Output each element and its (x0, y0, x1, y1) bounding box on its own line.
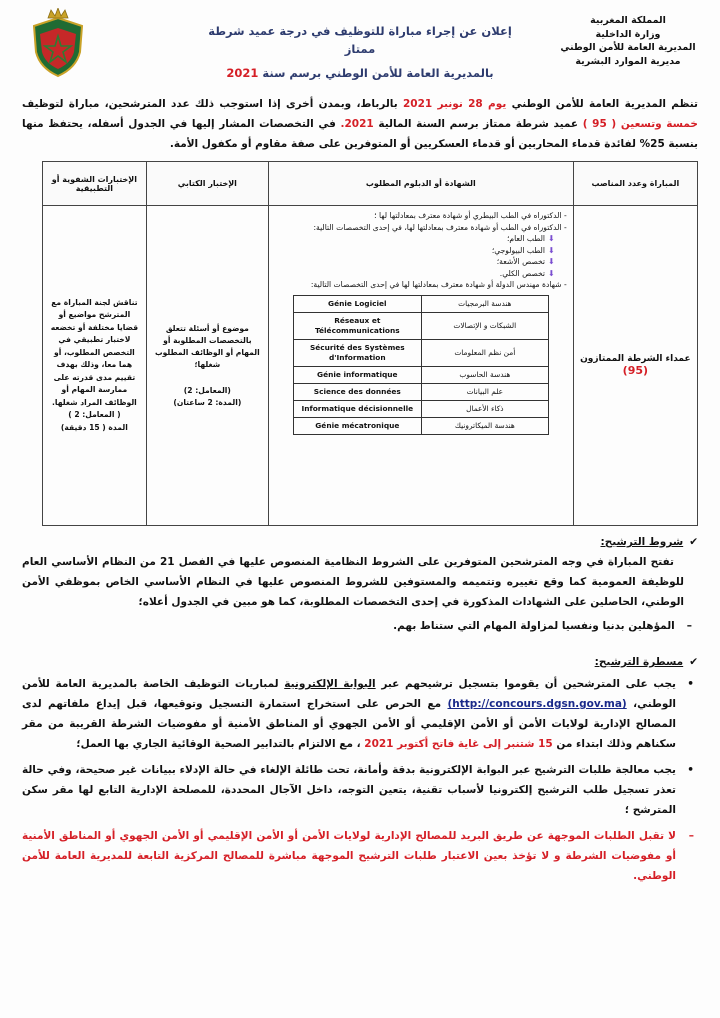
procedure-title: مسطرة الترشيح: (594, 656, 684, 668)
portal-label: البوابة الإلكترونية (284, 678, 376, 690)
header-post: المباراة وعدد المناصب (573, 162, 697, 206)
specialty-ar: هندسة الميكاترونيك (421, 417, 548, 434)
conditions-heading (22, 532, 698, 552)
post-cell (573, 206, 697, 526)
medical-spec-label: الطب البيولوجي؛ (491, 245, 545, 255)
specialty-row (293, 400, 548, 417)
procedure-text: يجب معالجة طلبات الترشيح عبر البوابة الإلكترونية بدقة وأمانة، تحت طائلة الإلغاء في حالة الإدلاء ببيانات غير صحيحة، وفي حالة تعذر تسجيل طلب الترشيح إلكترونيا لأسباب تقنية، يتعين التوجه، داخل الآجال المحددة، للمصلحة الإدارية التابع لها مقر سكن المترشح ؛ (22, 764, 676, 816)
intro-count: خمسة وتسعين ( 95 ) (582, 118, 698, 130)
check-icon: ✔ (689, 536, 698, 548)
bullet-dot-icon: • (687, 764, 694, 776)
written-coef: (المعامل: 2) (183, 385, 231, 395)
intro-year: 2021. (340, 118, 374, 130)
procedure-text: مع الحرص على استخراج استمارة التسجيل وتوقيعها، قبل إيداع ملفاتهم لدى المصالح الإدارية لولايات الأمن أو الأمن الإقليمي أو الأمن الجهوي أو المناطق الأمنية أو مفوضيات الشرطة القريبة من مقر سكناهم وذلك ابتداء من (22, 698, 676, 750)
specialty-fr: Génie mécatronique (293, 417, 421, 434)
written-cell (146, 206, 268, 526)
specialty-row (293, 339, 548, 366)
post-name: عمداء الشرطة الممتازون (580, 354, 691, 364)
conditions-title: شروط الترشيح: (600, 536, 684, 548)
medical-spec (275, 245, 567, 257)
specialty-ar: هندسة البرمجيات (421, 295, 548, 312)
specialty-row (293, 417, 548, 434)
arrow-icon: ⬇ (548, 268, 555, 278)
oral-cell (43, 206, 147, 526)
engineer-line: - شهادة مهندس الدولة أو شهادة معترف بمعادلتها لها في إحدى التخصصات التالية: (310, 280, 567, 289)
specialty-row (293, 312, 548, 339)
oral-duration: المدة ( 15 دقيقة) (60, 422, 128, 432)
procedure-text: يجب على المترشحين أن يقوموا بتسجيل ترشيحهم عبر (381, 678, 676, 690)
specialty-ar: أمن نظم المعلومات (421, 339, 548, 366)
medical-spec-label: الطب العام؛ (506, 234, 545, 243)
dash-icon: – (688, 830, 694, 842)
specialty-ar: الشبكات و الإتصالات (421, 312, 548, 339)
procedure-text: لمباريات التوظيف الخاصة بالمديرية العامة للأمن الوطني، (22, 678, 677, 710)
table-header-row (43, 162, 698, 206)
ministry-line: المديرية العامة للأمن الوطني (560, 42, 696, 53)
specialty-fr: Informatique décisionnelle (293, 400, 421, 417)
procedure-bullet-3 (22, 826, 698, 886)
arrow-icon: ⬇ (548, 234, 555, 243)
medical-spec (275, 256, 567, 268)
procedure-bullet-2 (22, 760, 698, 820)
conditions-bullet-text: المؤهلين بدنيا ونفسيا لمزاولة المهام التي ستناط بهم. (393, 620, 675, 632)
deposit-dates: 15 شتنبر إلى غاية فاتح أكتوبر 2021 (364, 738, 553, 750)
header-written: الإختبار الكتابي (146, 162, 268, 206)
specialty-row (293, 366, 548, 383)
specialty-row (293, 383, 548, 400)
specialty-ar: ذكاء الأعمال (421, 400, 548, 417)
conditions-text: تفتح المباراة في وجه المترشحين المتوفرين على الشروط النظامية المنصوص عليها في الفصل 21 من النظام الأساسي العام للوظيفة العمومية كما وقع تغييره وتتميمه والمستوفين للشروط المنصوص عليها في النظام الأساسي الخاص بموظفي الأمن الوطني، الحاصلين على الشهادات المذكورة في إحدى التخصصات المطلوبة، كما هو مبين في الجدول أعلاه؛ (22, 556, 684, 608)
table-row (43, 206, 698, 526)
specialty-fr: Science des données (293, 383, 421, 400)
specialty-ar: هندسة الحاسوب (421, 366, 548, 383)
specialty-fr: Sécurité des Systèmes d'Information (293, 339, 421, 366)
title-year: 2021 (226, 66, 259, 80)
intro-paragraph (22, 94, 698, 154)
specialty-ar: علم البيانات (421, 383, 548, 400)
bullet-dot-icon: • (687, 678, 694, 690)
header-oral: الإختبارات الشفوية أو التطبيقية (43, 162, 147, 206)
announcement-title (195, 22, 525, 82)
ministry-line: وزارة الداخلية (595, 28, 661, 40)
intro-text: تنظم المديرية العامة للأمن الوطني (511, 98, 698, 110)
title-line-2 (195, 64, 525, 82)
written-text: موضوع أو أسئلة تتعلق بالتخصصات المطلوبة أو المهام أو الوظائف المطلوب شغلها؛ (154, 323, 260, 369)
oral-coef: ( المعامل: 2 ) (68, 410, 121, 420)
procedure-warning: لا تقبل الطلبات الموجهة عن طريق البريد للمصالح الإدارية لولايات الأمن أو الأمن الإقليمي أو الأمن الجهوي أو المناطق الأمنية أو مفوضيات الشرطة و لا تؤخذ بعين الاعتبار طلبات الترشيح الموجهة مباشرة للمصالح المركزية التابعة للمديرية العامة للأمن الوطني. (22, 830, 676, 882)
intro-text: بالرباط، وبمدن أخرى إذا استوجب ذلك عدد المترشحين، مباراة لتوظيف (22, 98, 398, 110)
procedure-bullet-1 (22, 674, 698, 754)
intro-text: عميد شرطة ممتاز برسم السنة المالية (378, 118, 579, 130)
post-count: (95) (622, 364, 649, 377)
specialty-fr: Génie informatique (293, 366, 421, 383)
conditions-section (22, 532, 698, 636)
arrow-icon: ⬇ (548, 257, 555, 266)
specialty-row (293, 295, 548, 312)
conditions-bullet (22, 616, 698, 636)
recruitment-table (42, 161, 698, 526)
ministry-header (558, 14, 698, 68)
medical-spec-label: تخصص الأشعة؛ (496, 257, 545, 266)
degree-line: - الدكتوراه في الطب أو شهادة معترف بمعادلتها لها، في إحدى التخصصات التالية: (313, 222, 567, 232)
specialties-table (293, 295, 549, 435)
dash-icon: – (686, 620, 692, 632)
medical-spec (275, 233, 567, 245)
title-line-2-text: بالمديرية العامة للأمن الوطني برسم سنة (262, 66, 494, 80)
ministry-line: المملكة المغربية (590, 15, 666, 26)
written-duration: (المدة: 2 ساعتان) (173, 397, 242, 407)
intro-date: يوم 28 نونبر 2021 (402, 98, 507, 110)
check-icon: ✔ (689, 656, 698, 668)
ministry-line: مديرية الموارد البشرية (575, 55, 681, 67)
procedure-text: ، مع الالتزام بالتدابير الصحية الوقائية الجاري بها العمل؛ (76, 738, 361, 750)
specialty-fr: Réseaux et Télécommunications (293, 312, 421, 339)
procedure-heading (22, 652, 698, 672)
header-degree: الشهادة أو الدبلوم المطلوب (268, 162, 573, 206)
specialty-fr: Génie Logiciel (293, 295, 421, 312)
title-line-1: إعلان عن إجراء مباراة للتوظيف في درجة عميد شرطة ممتاز (208, 24, 512, 56)
medical-spec-label: تخصص الكلي. (499, 268, 545, 278)
arrow-icon: ⬇ (548, 245, 555, 255)
oral-text: تناقش لجنة المباراة مع المترشح مواضيع أو قضايا مختلفة أو تخضعه لاختبار تطبيقي في التخصص المطلوب، أو هما معا، وذلك بهدف تقييم مدى قدرته على ممارسة المهام أو الوظائف المراد شغلها. (50, 297, 139, 407)
degree-cell (268, 206, 573, 526)
degree-line: - الدكتوراه في الطب البيطري أو شهادة معترف بمعادلتها لها ؛ (374, 211, 567, 220)
procedure-section (22, 652, 698, 886)
medical-spec (275, 268, 567, 280)
intro-text: في التخصصات المشار إليها في الجدول أسفله، يحتفظ منها بنسبة 25% لفائدة قدماء المحاربين أو قدماء العسكريين أو المتوفرين على صفة مقاوم أو مكفول الأمة. (22, 118, 698, 150)
portal-link[interactable]: (http://concours.dgsn.gov.ma) (447, 698, 627, 710)
dgsn-emblem-icon (30, 8, 86, 78)
